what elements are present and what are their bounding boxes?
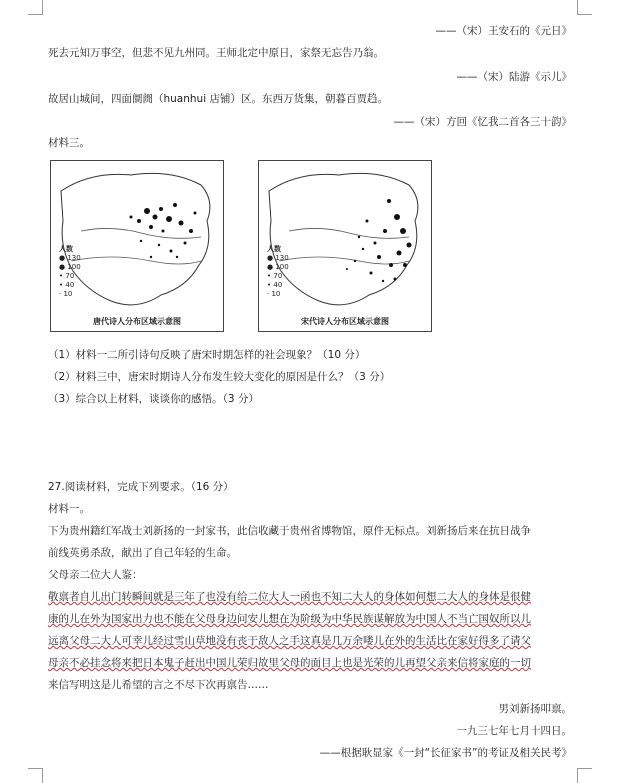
letter-body-line-2: 康的儿在外为国家出力也不能在父母身边问安儿想在为阶级为中华民族谋解放为中国人不当亡国奴所以儿 [48,613,531,625]
material-three-heading: 材料三。 [48,137,90,149]
corner-mark-top-right [577,0,592,15]
letter-body-line-1: 敬禀者自儿出门转瞬间就是三年了也没有给二位大人一函也不知二大人的身体如何想二大人的身体是很健 [48,591,531,603]
corner-mark-bottom-right [577,768,592,783]
legend-item: • 70 [59,272,75,280]
legend-item: · 10 [267,290,281,298]
legend-item: ● 130 [267,254,289,262]
letter-date: 一九三七年七月十四日。 [456,725,572,737]
legend-item: • 70 [267,272,283,280]
letter-source-citation: ——根据耿显家《一封“长征家书”的考证及相关民考》 [319,747,572,759]
poem-shi-er: 死去元知万事空，但悲不见九州同。王师北定中原日，家祭无忘告乃翁。 [48,47,384,59]
legend-item: · 10 [59,290,73,298]
legend-item: • 40 [267,281,283,289]
intro-paragraph-line-2: 前线英勇杀敌，献出了自己年轻的生命。 [48,547,237,559]
letter-signature: 男刘新扬叩禀。 [498,703,572,715]
letter-body-line-3: 远离父母二大人可幸儿经过雪山草地没有丧于敌人之手这真是几万余喽儿在外的生活比在家好得多了请父 [48,635,531,647]
citation-fang-hui: ——（宋）方回《忆我二首各三十韵》 [393,116,572,128]
intro-paragraph-line-1: 下为贵州籍红军战士刘新扬的一封家书，此信收藏于贵州省博物馆，原件无标点。刘新扬后来在抗日战争 [48,525,531,537]
letter-body-line-4: 母亲不必挂念将来把日本鬼子赶出中国儿荣归故里父母的面目上也是光荣的儿再望父亲来信将家庭的一切 [48,657,531,669]
song-map-caption: 宋代诗人分布区域示意图 [301,317,389,326]
question-1: （1）材料一二所引诗句反映了唐宋时期怎样的社会现象？（10 分） [48,349,366,361]
legend-title: 人数 [267,245,281,253]
corner-mark-bottom-left [28,768,43,783]
tang-map-legend [59,245,81,299]
section-27-heading: 27.阅读材料，完成下列要求。（16 分） [48,481,234,493]
corner-mark-top-left [28,0,43,15]
question-3: （3）综合以上材料，谈谈你的感悟。（3 分） [48,393,259,405]
song-poets-map [258,160,432,332]
poem-fang-hui: 故居山城间，四面阛阓（huanhui 店铺）区。东西万货集，朝暮百贾趋。 [48,93,388,105]
legend-item: ● 100 [267,263,289,271]
legend-item: ● 130 [59,254,81,262]
citation-wang-anshi: ——（宋）王安石的《元日》 [435,25,572,37]
tang-poets-map [50,160,224,332]
material-one-heading: 材料一。 [48,503,90,515]
legend-title: 人数 [59,245,73,253]
question-2: （2）材料三中，唐宋时期诗人分布发生较大变化的原因是什么？（3 分） [48,371,391,383]
letter-body-line-5: 来信写明这是儿希望的言之不尽下次再禀告…… [48,679,269,691]
legend-item: ● 100 [59,263,81,271]
citation-lu-you: ——（宋）陆游《示儿》 [456,71,572,83]
letter-greeting: 父母亲二位大人鉴： [48,569,143,581]
legend-item: • 40 [59,281,75,289]
tang-map-caption: 唐代诗人分布区域示意图 [93,317,181,326]
song-map-legend [267,245,289,299]
